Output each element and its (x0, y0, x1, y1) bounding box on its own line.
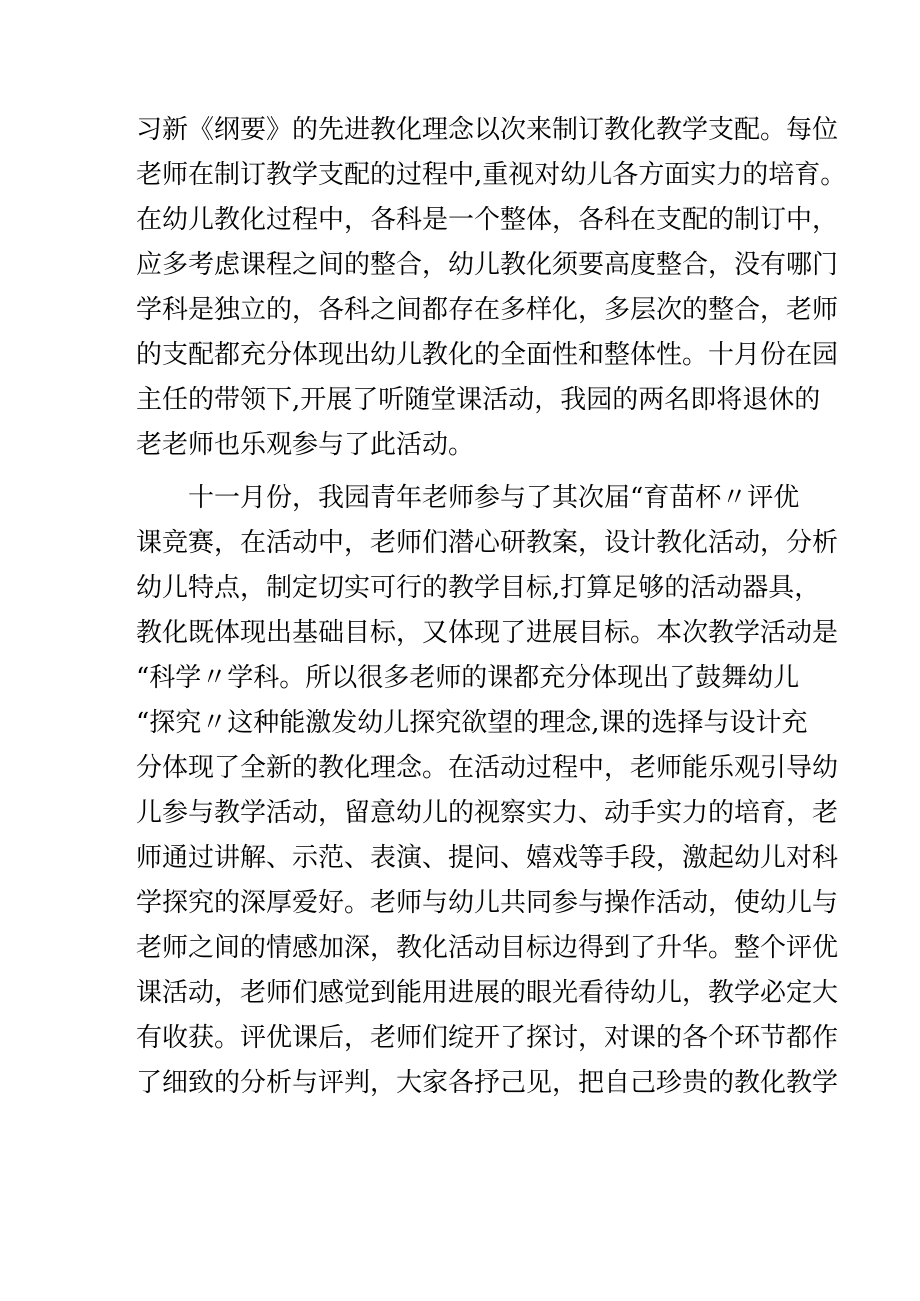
paragraph-line: 师通过讲解、示范、表演、提问、嬉戏等手段，激起幼儿对科 (136, 843, 839, 873)
paragraph-line: 了细致的分析与评判，大家各抒己见，把自己珍贵的教化教学 (136, 1068, 839, 1098)
paragraph-line: 的支配都充分体现出幼儿教化的全面性和整体性。十月份在园 (136, 340, 839, 370)
document-body (136, 108, 847, 1106)
paragraph-2 (136, 476, 839, 1106)
paragraph-line: 教化既体现出基础目标，又体现了进展目标。本次教学活动是 (136, 618, 839, 648)
paragraph-line: 课竞赛，在活动中，老师们潜心研教案，设计教化活动，分析 (136, 528, 839, 558)
paragraph-line: “科学〃学科。所以很多老师的课都充分体现出了鼓舞幼儿 (136, 663, 800, 693)
paragraph-line: 十一月份，我园青年老师参与了其次届“育苗杯〃评优 (188, 483, 800, 513)
paragraph-line: 老师之间的情感加深，教化活动目标边得到了升华。整个评优 (136, 933, 839, 963)
paragraph-line: 学探究的深厚爱好。老师与幼儿共同参与操作活动，使幼儿与 (136, 888, 839, 918)
paragraph-line: 课活动，老师们感觉到能用进展的眼光看待幼儿，教学必定大 (136, 978, 839, 1008)
paragraph-line: 有收获。评优课后，老师们绽开了探讨，对课的各个环节都作 (136, 1023, 839, 1053)
paragraph-line: “探究〃这种能激发幼儿探究欲望的理念,课的选择与设计充 (136, 708, 808, 738)
paragraph-line: 应多考虑课程之间的整合，幼儿教化须要高度整合，没有哪门 (136, 250, 839, 280)
paragraph-spacing (136, 468, 800, 476)
paragraph-line: 儿参与教学活动，留意幼儿的视察实力、动手实力的培育，老 (136, 798, 839, 828)
paragraph-line: 老师在制订教学支配的过程中,重视对幼儿各方面实力的培育。 (136, 160, 847, 190)
paragraph-line: 在幼儿教化过程中，各科是一个整体，各科在支配的制订中， (136, 205, 839, 235)
paragraph-line: 幼儿特点，制定切实可行的教学目标,打算足够的活动器具， (136, 573, 821, 603)
paragraph-line: 主任的带领下,开展了听随堂课活动，我园的两名即将退休的 (136, 385, 821, 415)
paragraph-line: 老老师也乐观参与了此活动。 (136, 430, 475, 460)
paragraph-line: 分体现了全新的教化理念。在活动过程中，老师能乐观引导幼 (136, 753, 839, 783)
paragraph-line: 习新《纲要》的先进教化理念以次来制订教化教学支配。每位 (136, 115, 839, 145)
paragraph-line: 学科是独立的，各科之间都存在多样化，多层次的整合，老师 (136, 295, 839, 325)
paragraph-1 (136, 108, 847, 468)
